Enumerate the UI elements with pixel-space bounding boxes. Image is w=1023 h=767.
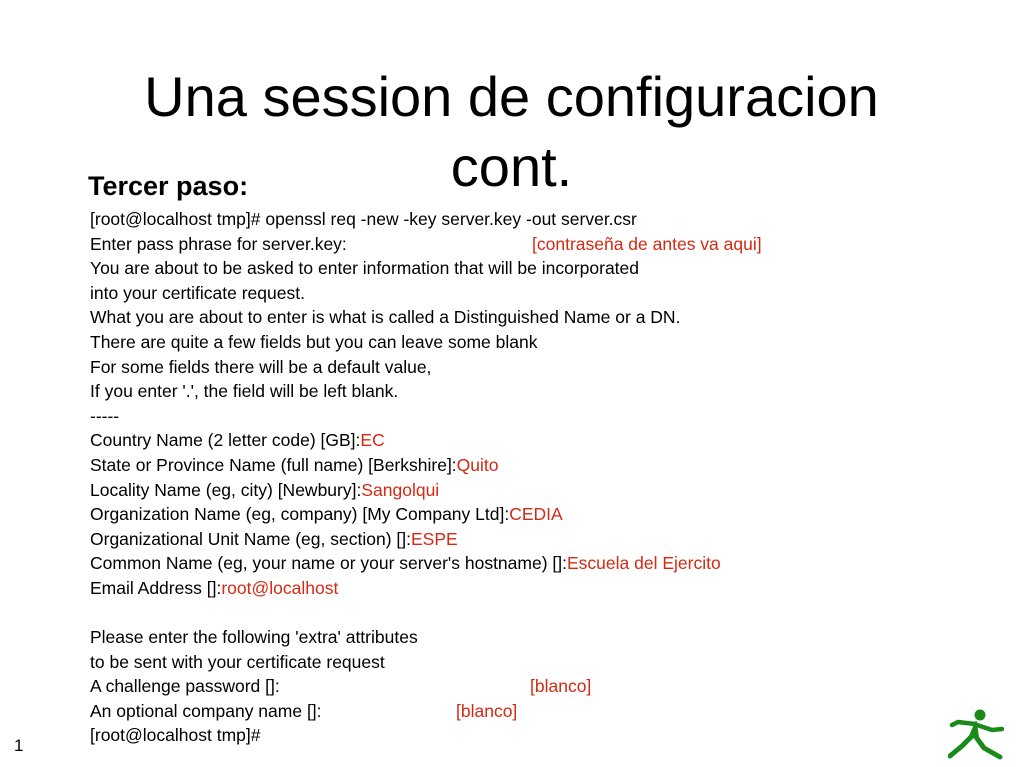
output-text: For some fields there will be a default value, <box>90 356 432 377</box>
prompt-text: An optional company name []: <box>90 700 322 721</box>
session-line <box>90 699 990 724</box>
page-number: 1 <box>14 736 24 755</box>
output-text: to be sent with your certificate request <box>90 651 385 672</box>
prompt-text: Organization Name (eg, company) [My Company Ltd]: <box>90 504 510 525</box>
session-line <box>90 355 990 380</box>
prompt-text: A challenge password []: <box>90 676 280 697</box>
session-line <box>90 723 990 748</box>
output-text: There are quite a few fields but you can leave some blank <box>90 331 538 352</box>
session-line <box>90 232 990 257</box>
prompt-text: Common Name (eg, your name or your server's hostname) []: <box>90 553 567 574</box>
session-line <box>90 478 990 503</box>
running-figure-icon <box>948 708 1004 760</box>
answer-text: root@localhost <box>221 577 339 598</box>
output-text: If you enter '.', the field will be left blank. <box>90 381 399 402</box>
session-line <box>90 404 990 429</box>
answer-text: Escuela del Ejercito <box>567 553 721 574</box>
slide-title-line-2: cont. <box>450 135 573 198</box>
answer-text: Quito <box>456 454 499 475</box>
output-text: into your certificate request. <box>90 282 305 303</box>
session-line <box>90 650 990 675</box>
blank-line <box>90 601 990 626</box>
answer-text: EC <box>360 430 385 451</box>
prompt-text: Organizational Unit Name (eg, section) []: <box>90 528 411 549</box>
session-line <box>90 330 990 355</box>
slide-title-line-1: Una session de configuracion <box>144 65 879 128</box>
session-line <box>90 527 990 552</box>
session-line <box>90 576 990 601</box>
session-line <box>90 207 990 232</box>
step-heading: Tercer paso: <box>88 171 249 201</box>
command-text: [root@localhost tmp]# openssl req -new -key server.key -out server.csr <box>90 209 637 229</box>
command-text: [root@localhost tmp]# <box>90 725 261 746</box>
session-line <box>90 428 990 453</box>
session-line <box>90 551 990 576</box>
terminal-session <box>90 207 990 748</box>
answer-text: ESPE <box>410 528 458 549</box>
output-text: You are about to be asked to enter information that will be incorporated <box>90 258 640 279</box>
session-line <box>90 674 990 699</box>
answer-text: Sangolqui <box>361 479 440 500</box>
prompt-text: Enter pass phrase for server.key: <box>90 233 347 254</box>
prompt-text: State or Province Name (full name) [Berkshire]: <box>90 454 457 475</box>
session-line <box>90 453 990 478</box>
session-line <box>90 379 990 404</box>
prompt-text: Country Name (2 letter code) [GB]: <box>90 430 361 451</box>
answer-text: [contraseña de antes va aqui] <box>532 233 762 254</box>
answer-text: [blanco] <box>456 700 518 721</box>
session-line <box>90 256 990 281</box>
answer-text: [blanco] <box>530 676 592 697</box>
session-line <box>90 502 990 527</box>
separator-text: ----- <box>90 405 120 426</box>
session-line <box>90 281 990 306</box>
session-line <box>90 625 990 650</box>
answer-text: CEDIA <box>509 504 563 525</box>
output-text: What you are about to enter is what is called a Distinguished Name or a DN. <box>90 307 681 328</box>
session-line <box>90 305 990 330</box>
prompt-text: Email Address []: <box>90 577 222 598</box>
prompt-text: Locality Name (eg, city) [Newbury]: <box>90 479 362 500</box>
output-text: Please enter the following 'extra' attributes <box>90 627 418 648</box>
